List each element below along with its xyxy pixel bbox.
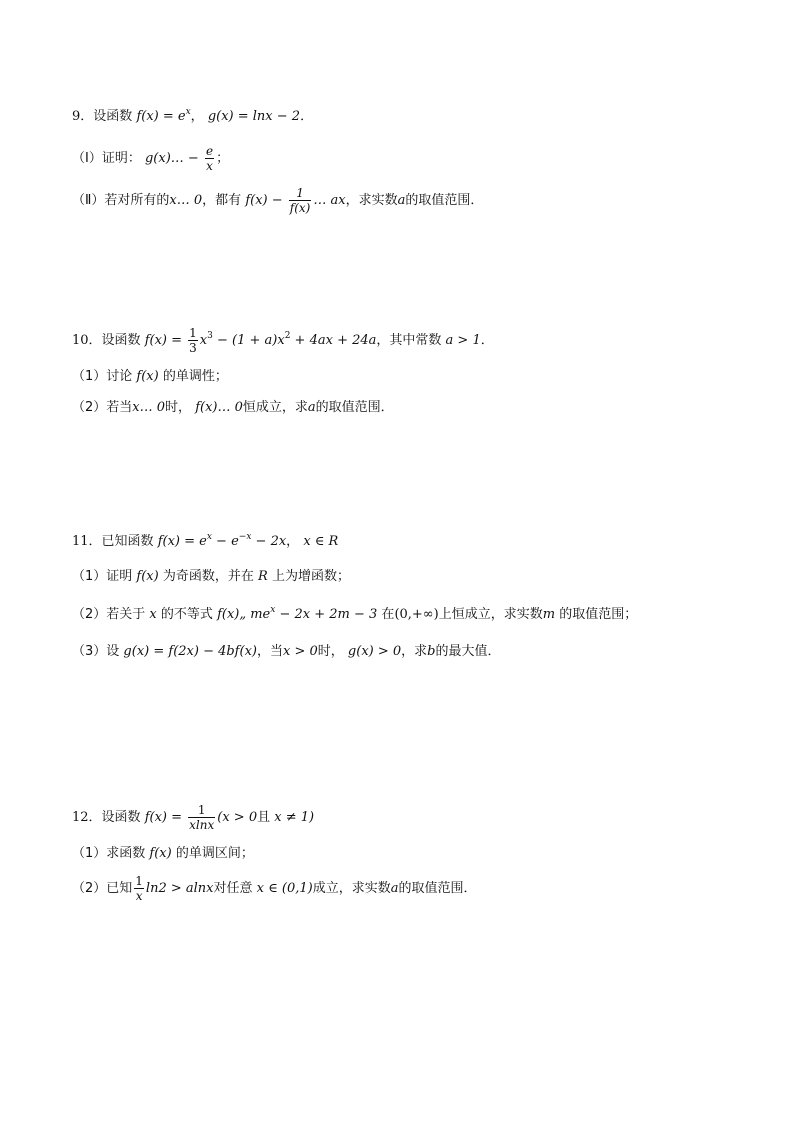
problem-10-part-2: （2）若当x… 0时， f(x)… 0恒成立，求a的取值范围． <box>72 400 394 415</box>
problem-10-stem: 10．设函数 f(x) = $\frac{1}{3}$ $x^3 - (1 + a)x^2 + 4ax + 24a$，其中常数 a > 1． <box>72 326 494 355</box>
problem-number: 12 <box>72 810 89 825</box>
fraction: $\frac{1}{3}$ <box>189 326 197 355</box>
fraction: $\frac{1}{x}$ <box>135 874 143 903</box>
problem-9-stem: 9．设函数 $f(x) = e^x$， g(x) = lnx − 2． <box>72 107 314 124</box>
problem-11-stem: 11．已知函数 $f(x) = e^x - e^{-x} - 2x$， x ∈ R <box>72 532 339 549</box>
fraction: $\frac{1}{xlnx}$ <box>189 803 215 832</box>
problem-9-part-1: （Ⅰ）证明： g(x)… − $\frac{e}{x}$ ； <box>72 144 230 173</box>
problem-11-part-2: （2）若关于 x 的不等式 f(x)„ $me^x - 2x + 2m - 3$ 在(0,+∞)上恒成立，求实数m 的取值范围； <box>72 605 638 622</box>
problem-11-part-3: （3）设 g(x) = f(2x) − 4bf(x)，当x > 0时， g(x) > 0，求b的最大值． <box>72 644 501 659</box>
problem-12-stem: 12．设函数 f(x) = $\frac{1}{xlnx}$ (x > 0且 x ≠ 1) <box>72 803 315 832</box>
fraction: $\frac{e}{x}$ <box>205 144 214 173</box>
problem-11-part-1: （1）证明 f(x) 为奇函数，并在 R 上为增函数； <box>72 569 350 584</box>
problem-9-part-2: （Ⅱ）若对所有的x… 0，都有 f(x) − $\frac{1}{f(x)}$ … ax，求实数a的取值范围． <box>72 186 484 215</box>
problem-number: 9 <box>72 109 81 124</box>
problem-number: 10 <box>72 333 89 348</box>
fraction: $\frac{1}{f(x)}$ <box>289 186 311 215</box>
problem-10-part-1: （1）讨论 f(x) 的单调性； <box>72 369 228 384</box>
problem-12-part-1: （1）求函数 f(x) 的单调区间； <box>72 846 254 861</box>
problem-number: 11 <box>72 534 89 549</box>
problem-12-part-2: （2）已知 $\frac{1}{x}$ ln2 > alnx对任意 x ∈ (0,1)成立，求实数a的取值范围． <box>72 874 477 903</box>
